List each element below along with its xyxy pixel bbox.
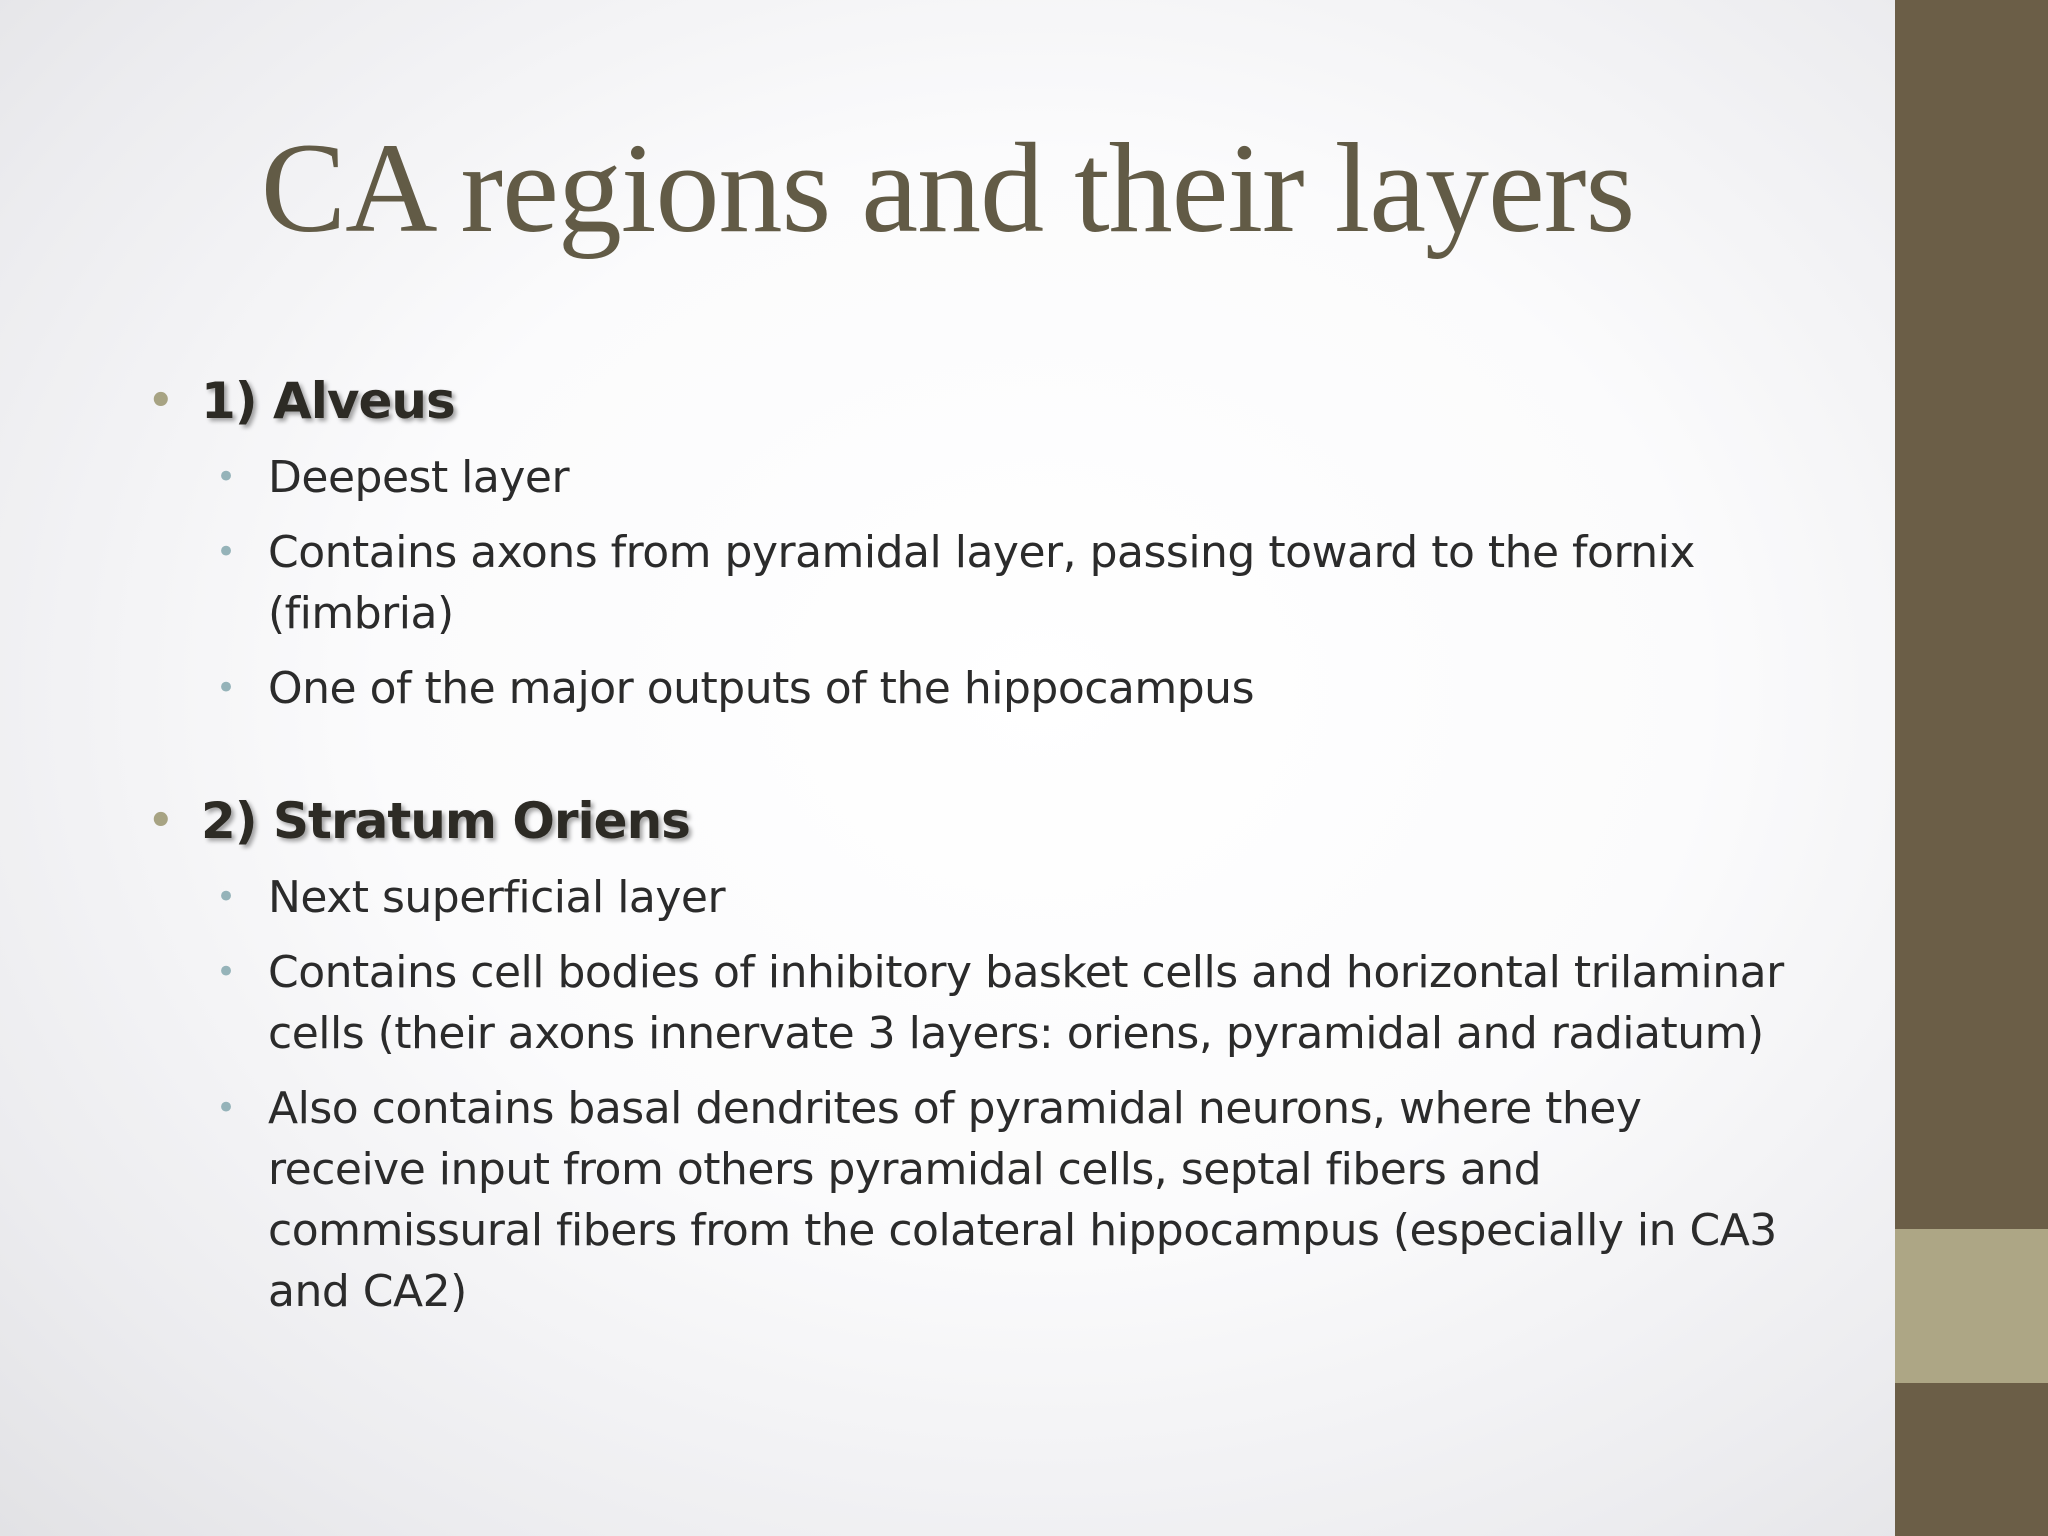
section-heading-text: 1) Alveus [201, 372, 455, 430]
list-item-text: Contains axons from pyramidal layer, passing toward to the fornix (fimbria) [268, 527, 1695, 639]
list-item [140, 522, 1800, 644]
section-stratum-oriens [140, 775, 1800, 1322]
list-item-text: Contains cell bodies of inhibitory basket cells and horizontal trilaminar cells (their axons innervate 3 layers: oriens, pyramidal and radiatum) [268, 947, 1784, 1059]
section-heading-text: 2) Stratum Oriens [201, 792, 690, 850]
list-item-text: One of the major outputs of the hippocampus [268, 663, 1254, 714]
list-item-text: Also contains basal dendrites of pyramidal neurons, where they receive input from others pyramidal cells, septal fibers and commissural fibers from the colateral hippocampus (especially in CA3 and CA2) [268, 1083, 1777, 1317]
bullet-dot-icon: • [216, 457, 236, 497]
section-heading [140, 775, 1800, 867]
list-item [140, 1078, 1800, 1322]
decorative-sidebar [1895, 0, 2048, 1536]
bullet-dot-icon: • [216, 668, 236, 708]
slide-title: CA regions and their layers [260, 117, 1635, 259]
bullet-dot-icon: • [216, 952, 236, 992]
list-item [140, 867, 1800, 928]
section-alveus [140, 355, 1800, 719]
bullet-dot-icon: • [216, 877, 236, 917]
slide-content [140, 355, 1800, 1378]
section-heading [140, 355, 1800, 447]
bullet-list [140, 867, 1800, 1322]
bullet-dot-icon: • [216, 1088, 236, 1128]
list-item [140, 447, 1800, 508]
sidebar-accent-block [1895, 1229, 2048, 1383]
bullet-dot-icon: • [216, 532, 236, 572]
bullet-dot-icon: • [148, 798, 173, 844]
list-item-text: Next superficial layer [268, 872, 726, 923]
bullet-list [140, 447, 1800, 719]
bullet-dot-icon: • [148, 378, 173, 424]
list-item [140, 942, 1800, 1064]
list-item-text: Deepest layer [268, 452, 570, 503]
list-item [140, 658, 1800, 719]
